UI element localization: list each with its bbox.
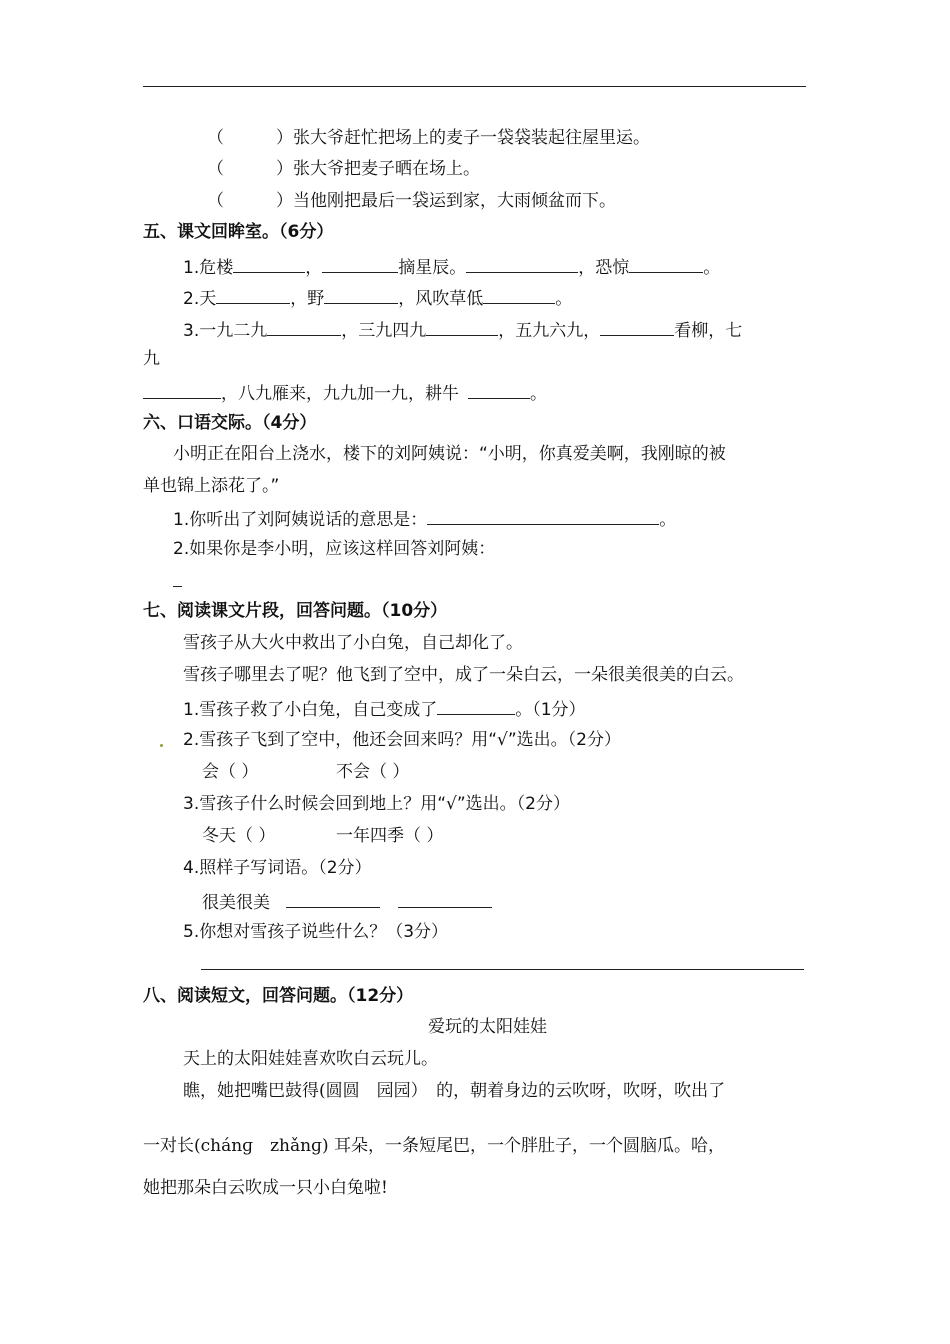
s6-question-2: 2.如果你是李小明，应该这样回答刘阿姨： bbox=[173, 539, 496, 559]
s5-l1-text: ，恐惊 bbox=[578, 258, 630, 278]
s7-question-5: 5.你想对雪孩子说些什么？（3分） bbox=[183, 922, 449, 942]
story-line: 一对长(chánɡ zhǎnɡ) 耳朵，一条短尾巴，一个胖肚子，一个圆脑瓜。哈， bbox=[143, 1136, 725, 1156]
answer-blank[interactable] bbox=[600, 320, 674, 336]
s5-line-3b: 九 bbox=[143, 349, 160, 369]
answer-blank[interactable] bbox=[629, 257, 703, 273]
s7-q3-option-all-year[interactable]: 一年四季（ ） bbox=[336, 826, 444, 846]
story-title: 爱玩的太阳娃娃 bbox=[428, 1017, 547, 1037]
order-paren-open: （ bbox=[207, 191, 224, 211]
order-item bbox=[207, 193, 616, 210]
s5-line-1 bbox=[183, 257, 720, 277]
s7-passage-line: 雪孩子从大火中救出了小白兔，自己却化了。 bbox=[183, 633, 523, 653]
order-item bbox=[207, 130, 650, 147]
s7-question-3: 3.雪孩子什么时候会回到地上？用“√”选出。（2分） bbox=[183, 794, 570, 814]
section-5-heading: 五、课文回眸室。（6分） bbox=[143, 222, 334, 242]
answer-blank[interactable] bbox=[466, 257, 578, 273]
s5-l2-text: ，野 bbox=[290, 289, 325, 309]
order-item bbox=[207, 161, 480, 178]
story-line: 瞧，她把嘴巴鼓得(圆圆 园园） 的，朝着身边的云吹呀，吹呀，吹出了 bbox=[183, 1081, 726, 1101]
answer-blank[interactable] bbox=[143, 383, 221, 399]
answer-blank[interactable] bbox=[286, 892, 380, 908]
order-paren-open: （ bbox=[207, 159, 224, 179]
s5-l3-text: ，五九六九， bbox=[498, 321, 601, 341]
s6-q1-text: 。 bbox=[659, 510, 677, 530]
s5-l1-text: 摘星辰。 bbox=[398, 258, 467, 278]
s6-question-1 bbox=[173, 509, 676, 529]
s5-l3-text: 看柳，七 bbox=[674, 321, 743, 341]
answer-blank[interactable] bbox=[216, 288, 290, 304]
answer-blank[interactable] bbox=[468, 383, 530, 399]
order-item-text: 当他刚把最后一袋运到家，大雨倾盆而下。 bbox=[293, 191, 616, 211]
s5-l4-text: ，八九雁来，九九加一九，耕牛 bbox=[221, 384, 459, 404]
s5-line-4 bbox=[143, 383, 547, 403]
s5-l1-text: 1.危楼 bbox=[183, 258, 234, 278]
stray-dot bbox=[160, 744, 163, 747]
s5-l2-text: ，风吹草低 bbox=[398, 289, 484, 309]
answer-blank[interactable] bbox=[426, 320, 498, 336]
answer-blank[interactable] bbox=[427, 509, 659, 525]
s6-paragraph-line: 单也锦上添花了。” bbox=[143, 476, 280, 496]
section-7-heading: 七、阅读课文片段，回答问题。（10分） bbox=[143, 601, 448, 621]
order-paren-close: ） bbox=[276, 159, 293, 179]
s5-l3-text: ，三九四九 bbox=[341, 321, 427, 341]
s7-passage-line: 雪孩子哪里去了呢？他飞到了空中，成了一朵白云，一朵很美很美的白云。 bbox=[183, 665, 744, 685]
order-item-text: 张大爷把麦子晒在场上。 bbox=[293, 159, 480, 179]
section-6-heading: 六、口语交际。（4分） bbox=[143, 413, 317, 433]
answer-blank[interactable] bbox=[267, 320, 341, 336]
answer-blank[interactable] bbox=[322, 257, 398, 273]
answer-blank[interactable] bbox=[324, 288, 398, 304]
s7-q2-option-yes[interactable]: 会（ ） bbox=[202, 762, 259, 782]
answer-blank[interactable] bbox=[398, 892, 492, 908]
s5-l2-text: 2.天 bbox=[183, 289, 217, 309]
s5-l1-text: ， bbox=[305, 258, 323, 278]
s5-l2-text: 。 bbox=[555, 289, 573, 309]
order-paren-open: （ bbox=[207, 128, 224, 148]
s5-line-3 bbox=[183, 320, 742, 340]
order-paren-close: ） bbox=[276, 128, 293, 148]
s7-question-2: 2.雪孩子飞到了空中，他还会回来吗？用“√”选出。（2分） bbox=[183, 730, 621, 750]
s5-l3-text: 3.一九二九 bbox=[183, 321, 268, 341]
s6-paragraph-line: 小明正在阳台上浇水，楼下的刘阿姨说：“小明，你真爱美啊，我刚晾的被 bbox=[173, 444, 726, 464]
section-8-heading: 八、阅读短文，回答问题。（12分） bbox=[143, 986, 414, 1006]
s7-q3-option-winter[interactable]: 冬天（ ） bbox=[202, 826, 276, 846]
s7-q4-example bbox=[202, 892, 492, 912]
answer-blank[interactable] bbox=[233, 257, 305, 273]
story-line: 天上的太阳娃娃喜欢吹白云玩儿。 bbox=[183, 1049, 438, 1069]
answer-line[interactable] bbox=[201, 969, 804, 970]
s7-q2-option-no[interactable]: 不会（ ） bbox=[336, 762, 410, 782]
order-paren-close: ） bbox=[276, 191, 293, 211]
s5-l1-text: 。 bbox=[703, 258, 721, 278]
answer-blank[interactable] bbox=[173, 571, 182, 587]
s7-question-4: 4.照样子写词语。（2分） bbox=[183, 858, 372, 878]
s7-question-1 bbox=[183, 699, 586, 719]
answer-blank[interactable] bbox=[437, 699, 515, 715]
s7-q1-text: 1.雪孩子救了小白兔，自己变成了 bbox=[183, 700, 438, 720]
top-rule bbox=[143, 86, 806, 87]
s6-q1-text: 1.你听出了刘阿姨说话的意思是： bbox=[173, 510, 428, 530]
s7-q4-example-text: 很美很美 bbox=[202, 893, 270, 913]
s7-q1-text: 。（1分） bbox=[515, 700, 586, 720]
answer-blank[interactable] bbox=[483, 288, 555, 304]
s5-line-2 bbox=[183, 288, 572, 308]
story-line: 她把那朵白云吹成一只小白兔啦! bbox=[143, 1178, 388, 1198]
order-item-text: 张大爷赶忙把场上的麦子一袋袋装起往屋里运。 bbox=[293, 128, 650, 148]
s5-l4-text: 。 bbox=[530, 384, 547, 404]
